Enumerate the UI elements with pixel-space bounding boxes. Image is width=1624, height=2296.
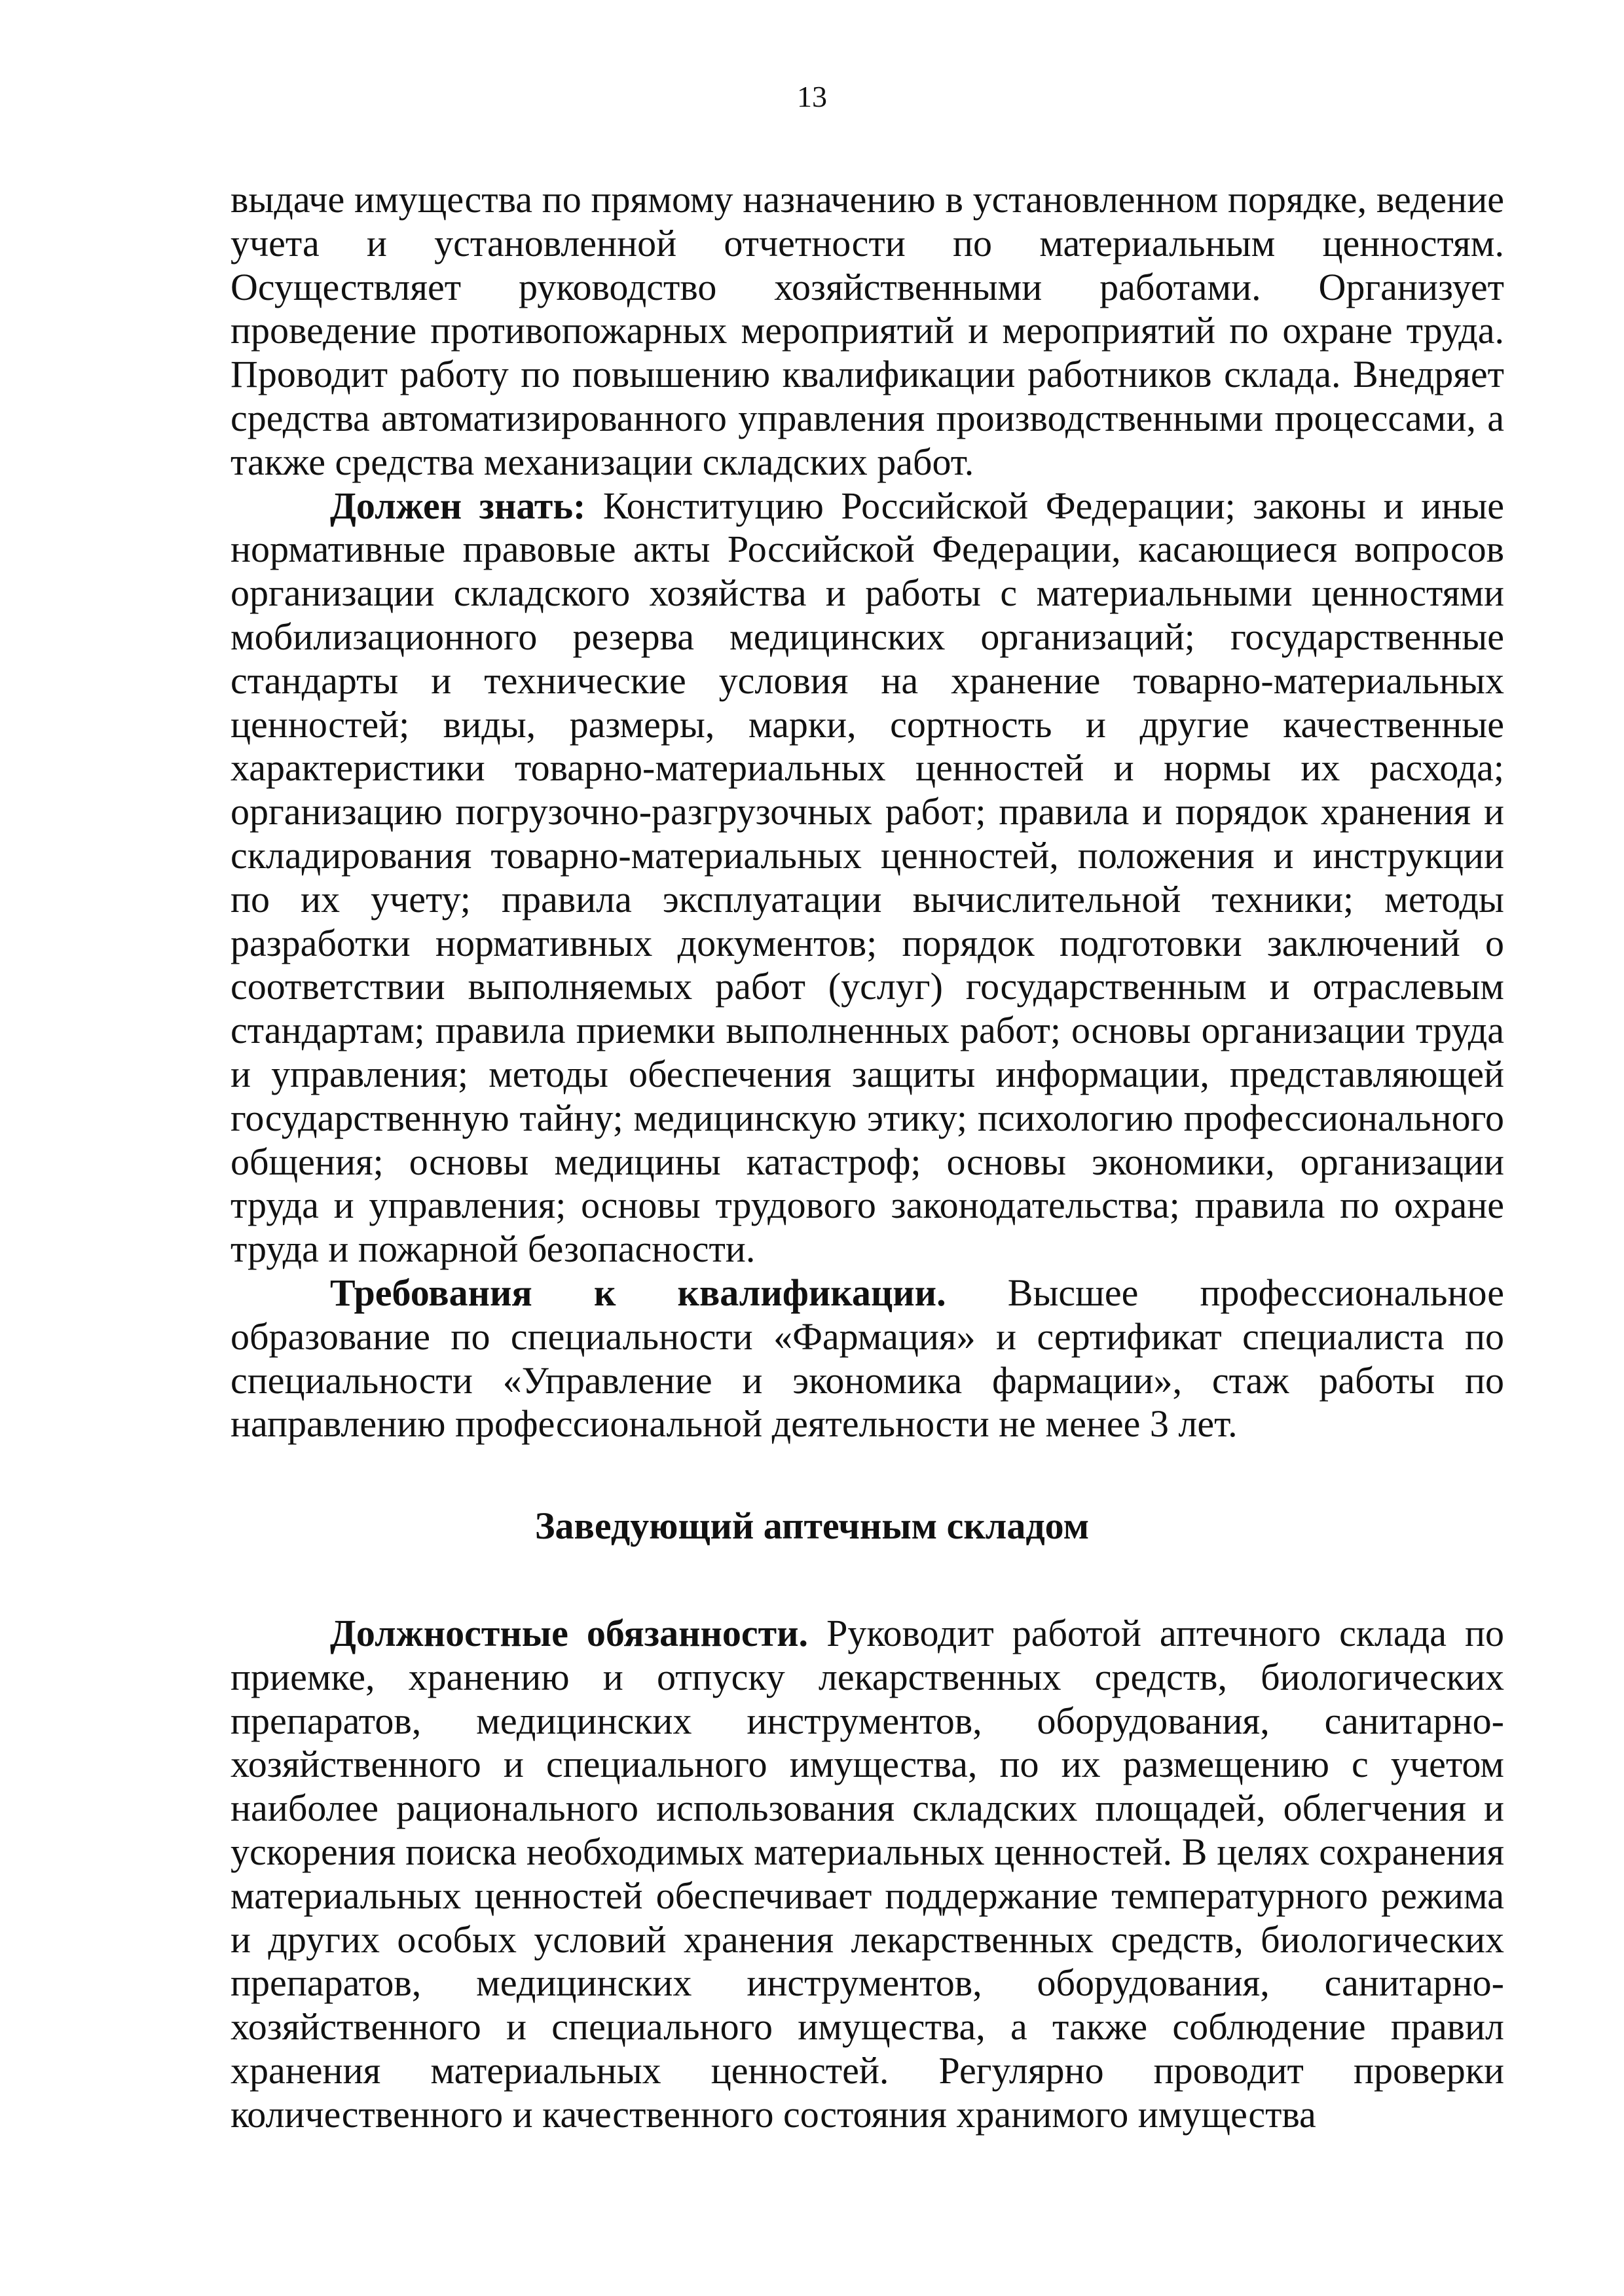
must-know-paragraph — [231, 484, 1504, 1271]
upper-text-block — [231, 178, 1504, 1446]
duties-text: Руководит работой аптечного склада по приемке, хранению и отпуску лекарственных средств, биологических препаратов, медицинских инструментов, оборудования, санитарно-хозяйственного и специального имущества, по их размещению с учетом наиболее рационального использования складских площадей, облегчения и ускорения поиска необходимых материальных ценностей. В целях сохранения материальных ценностей обеспечивает поддержание температурного режима и других особых условий хранения лекарственных средств, биологических препаратов, медицинских инструментов, оборудования, санитарно-хозяйственного и специального имущества, а также соблюдение правил хранения материальных ценностей. Регулярно проводит проверки количественного и качественного состояния хранимого имущества — [231, 1612, 1504, 2136]
qualification-lead: Требования к квалификации. — [330, 1271, 946, 1314]
duties-paragraph — [231, 1612, 1504, 2137]
must-know-text: Конституцию Российской Федерации; законы и иные нормативные правовые акты Российской Федерации, касающиеся вопросов организации складского хозяйства и работы с материальными ценностями мобилизационного резерва медицинских организаций; государственные стандарты и технические условия на хранение товарно-материальных ценностей; виды, размеры, марки, сортность и другие качественные характеристики товарно-материальных ценностей и нормы их расхода; организацию погрузочно-разгрузочных работ; правила и порядок хранения и складирования товарно-материальных ценностей, положения и инструкции по их учету; правила эксплуатации вычислительной техники; методы разработки нормативных документов; порядок подготовки заключений о соответствии выполняемых работ (услуг) государственным и отраслевым стандартам; правила приемки выполненных работ; основы организации труда и управления; методы обеспечения защиты информации, представляющей государственную тайну; медицинскую этику; психологию профессионального общения; основы медицины катастроф; основы экономики, организации труда и управления; основы трудового законодательства; правила по охране труда и пожарной безопасности. — [231, 484, 1504, 1271]
qualification-paragraph — [231, 1271, 1504, 1446]
lower-text-block — [231, 1612, 1504, 2137]
duties-lead: Должностные обязанности. — [330, 1612, 809, 1654]
must-know-lead: Должен знать: — [330, 484, 586, 527]
section-heading: Заведующий аптечным складом — [534, 1504, 1090, 1547]
qualification-text: Высшее профессиональное образование по специальности «Фармация» и сертификат специалиста по специальности «Управление и экономика фармации», стаж работы по направлению профессиональной деятельности не менее 3 лет. — [231, 1271, 1504, 1446]
page-number: 13 — [797, 80, 827, 113]
intro-paragraph: выдаче имущества по прямому назначению в установленном порядке, ведение учета и установленной отчетности по материальным ценностям. Осуществляет руководство хозяйственными работами. Организует проведение противопожарных мероприятий и мероприятий по охране труда. Проводит работу по повышению квалификации работников склада. Внедряет средства автоматизированного управления производственными процессами, а также средства механизации складских работ. — [231, 178, 1504, 483]
